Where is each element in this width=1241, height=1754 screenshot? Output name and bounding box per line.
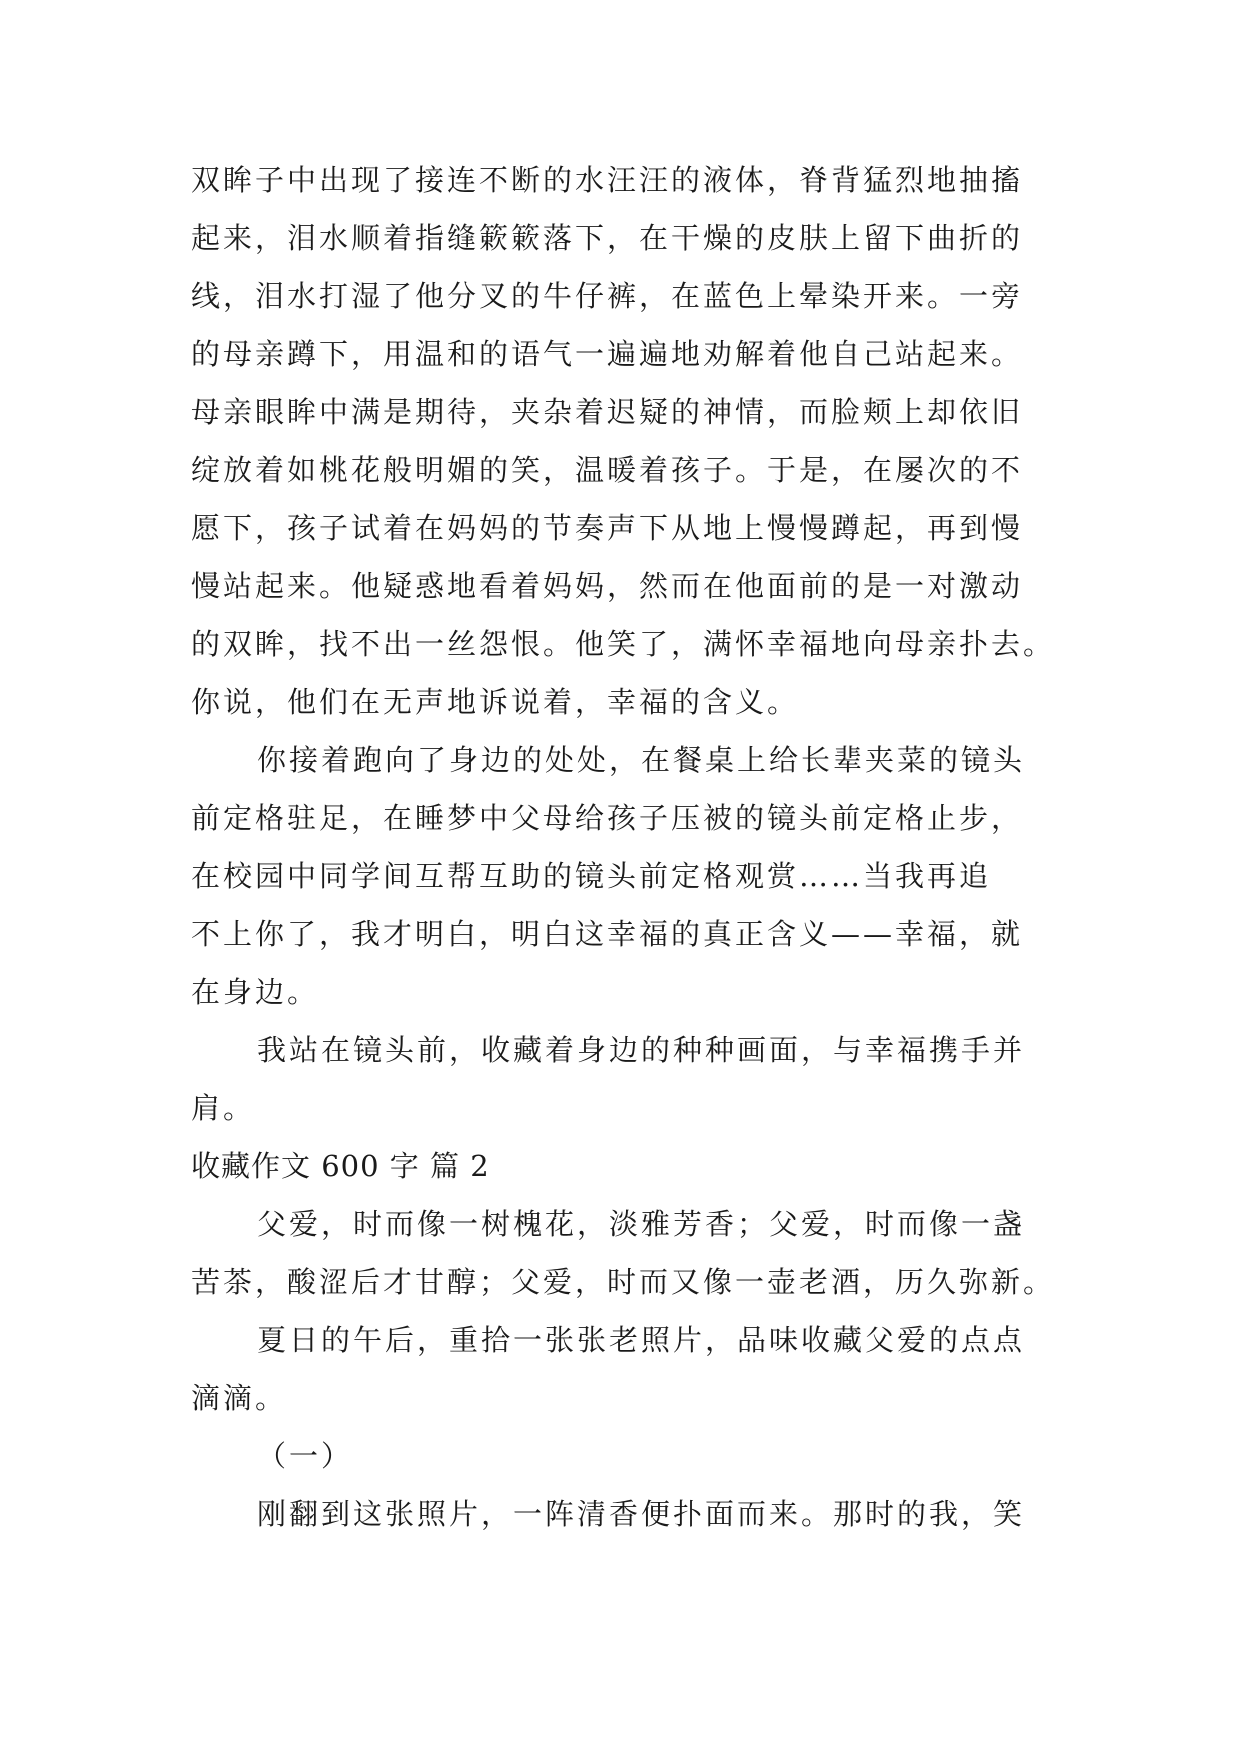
text-line: 前定格驻足，在睡梦中父母给孩子压被的镜头前定格止步， bbox=[191, 801, 1024, 835]
section-heading: 收藏作文 600 字 篇 2 bbox=[191, 1149, 490, 1183]
text-line: 母亲眼眸中满是期待，夹杂着迟疑的神情，而脸颊上却依旧 bbox=[191, 395, 1024, 429]
text-line: 双眸子中出现了接连不断的水汪汪的液体，脊背猛烈地抽搐 bbox=[191, 163, 1024, 197]
text-line: 起来，泪水顺着指缝簌簌落下，在干燥的皮肤上留下曲折的 bbox=[191, 221, 1024, 255]
text-line: 慢站起来。他疑惑地看着妈妈，然而在他面前的是一对激动 bbox=[191, 569, 1024, 603]
text-line: 在校园中同学间互帮互助的镜头前定格观赏……当我再追 bbox=[191, 859, 992, 893]
subsection-marker: （一） bbox=[257, 1439, 354, 1473]
text-line: 不上你了，我才明白，明白这幸福的真正含义——幸福，就 bbox=[191, 917, 1024, 951]
paragraph-start-line: 你接着跑向了身边的处处，在餐桌上给长辈夹菜的镜头 bbox=[257, 743, 1026, 777]
text-line: 滴滴。 bbox=[191, 1381, 288, 1415]
paragraph-start-line: 刚翻到这张照片，一阵清香便扑面而来。那时的我，笑 bbox=[257, 1497, 1026, 1531]
paragraph-start-line: 我站在镜头前，收藏着身边的种种画面，与幸福携手并 bbox=[257, 1033, 1026, 1067]
text-line: 肩。 bbox=[191, 1091, 256, 1125]
text-line: 苦茶，酸涩后才甘醇；父爱，时而又像一壶老酒，历久弥新。 bbox=[191, 1265, 1056, 1299]
text-line: 的双眸，找不出一丝怨恨。他笑了，满怀幸福地向母亲扑去。 bbox=[191, 627, 1056, 661]
text-line: 你说，他们在无声地诉说着，幸福的含义。 bbox=[191, 685, 800, 719]
text-line: 线，泪水打湿了他分叉的牛仔裤，在蓝色上晕染开来。一旁 bbox=[191, 279, 1024, 313]
text-line: 在身边。 bbox=[191, 975, 320, 1009]
text-line: 愿下，孩子试着在妈妈的节奏声下从地上慢慢蹲起，再到慢 bbox=[191, 511, 1024, 545]
text-line: 的母亲蹲下，用温和的语气一遍遍地劝解着他自己站起来。 bbox=[191, 337, 1024, 371]
paragraph-start-line: 夏日的午后，重拾一张张老照片，品味收藏父爱的点点 bbox=[257, 1323, 1026, 1357]
paragraph-start-line: 父爱，时而像一树槐花，淡雅芳香；父爱，时而像一盏 bbox=[257, 1207, 1026, 1241]
text-line: 绽放着如桃花般明媚的笑，温暖着孩子。于是，在屡次的不 bbox=[191, 453, 1024, 487]
